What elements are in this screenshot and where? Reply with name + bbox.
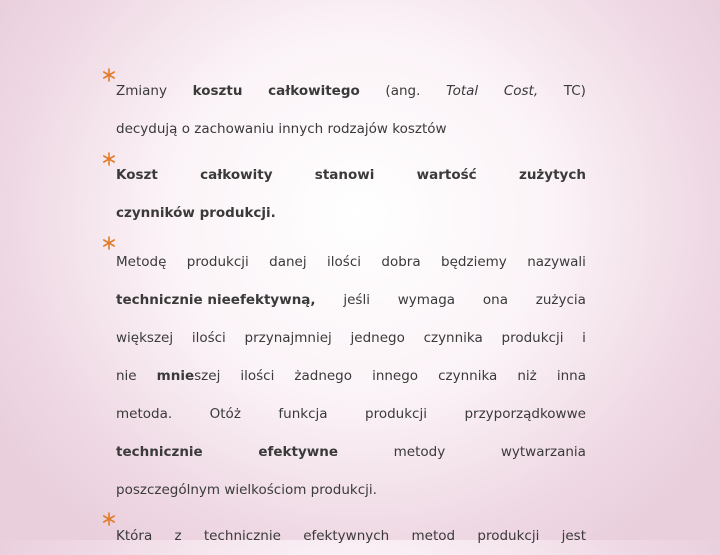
word: Cost, [503,83,539,99]
word: jednego [350,330,405,346]
asterisk-bullet-icon [102,152,116,166]
word: produkcji [186,254,249,270]
word: czynnika [423,330,483,346]
word: Otóż [209,406,241,422]
text-line [116,517,586,555]
word: metod [411,528,456,544]
word: efektywnych [303,528,390,544]
word: Zmiany [116,83,167,99]
word: technicznie nieefektywną, [116,292,316,308]
text-line [116,281,586,319]
text-line [116,194,586,232]
word: produkcji [477,528,540,544]
word: większej [116,330,174,346]
word: efektywne [258,444,338,460]
word: Total [446,83,479,99]
word: inna [556,368,586,384]
word: jest [561,528,586,544]
word: metoda. [116,406,173,422]
word: stanowi [314,167,375,183]
text-line [116,72,586,110]
text-line [116,357,586,395]
word: dobra [381,254,421,270]
line-text: czynników produkcji. [116,205,276,221]
word: ona [482,292,508,308]
word: Która [116,528,153,544]
word: danej [269,254,307,270]
line-text: poszczególnym wielkościom produkcji. [116,482,377,498]
word: i [582,330,586,346]
text-line [116,433,586,471]
word-bold-part: mnie [156,368,195,384]
word: metody [393,444,446,460]
word: wytwarzania [500,444,586,460]
word: technicznie [116,444,203,460]
text-line [116,319,586,357]
word: zużytych [518,167,586,183]
paragraph-total-cost-definition [116,156,586,232]
text-line [116,471,586,509]
paragraph-question [116,517,586,555]
word: wartość [416,167,477,183]
word: ilości [327,254,361,270]
text-line [116,156,586,194]
asterisk-bullet-icon [102,236,116,250]
word: całkowitego [268,83,360,99]
word: niż [517,368,537,384]
word: TC) [563,83,586,99]
word: produkcji [365,406,427,422]
word: technicznie [203,528,281,544]
word: Metodę [116,254,167,270]
word: całkowity [200,167,273,183]
word: jeśli [343,292,370,308]
word: przynajmniej [244,330,332,346]
word-rest: szej [194,368,221,384]
word: czynnika [438,368,498,384]
word: będziemy [441,254,507,270]
word: żadnego [294,368,353,384]
word: (ang. [385,83,421,99]
word: funkcja [278,406,328,422]
word: przyporządkowwe [464,406,586,422]
asterisk-bullet-icon [102,512,116,526]
word: innego [372,368,419,384]
text-line [116,110,586,148]
paragraph-technical-efficiency [116,243,586,509]
word [157,357,221,395]
word: ilości [240,368,275,384]
word: zużycia [535,292,586,308]
word: wymaga [397,292,456,308]
word: produkcji [501,330,564,346]
text-line [116,395,586,433]
word: nie [116,368,137,384]
word: z [174,528,182,544]
paragraph-total-cost [116,72,586,148]
text-line [116,243,586,281]
asterisk-bullet-icon [102,68,116,82]
word: kosztu [192,83,243,99]
line-text: decydują o zachowaniu innych rodzajów kosztów [116,121,447,137]
word: nazywali [527,254,586,270]
word: Koszt [116,167,158,183]
word: ilości [191,330,226,346]
